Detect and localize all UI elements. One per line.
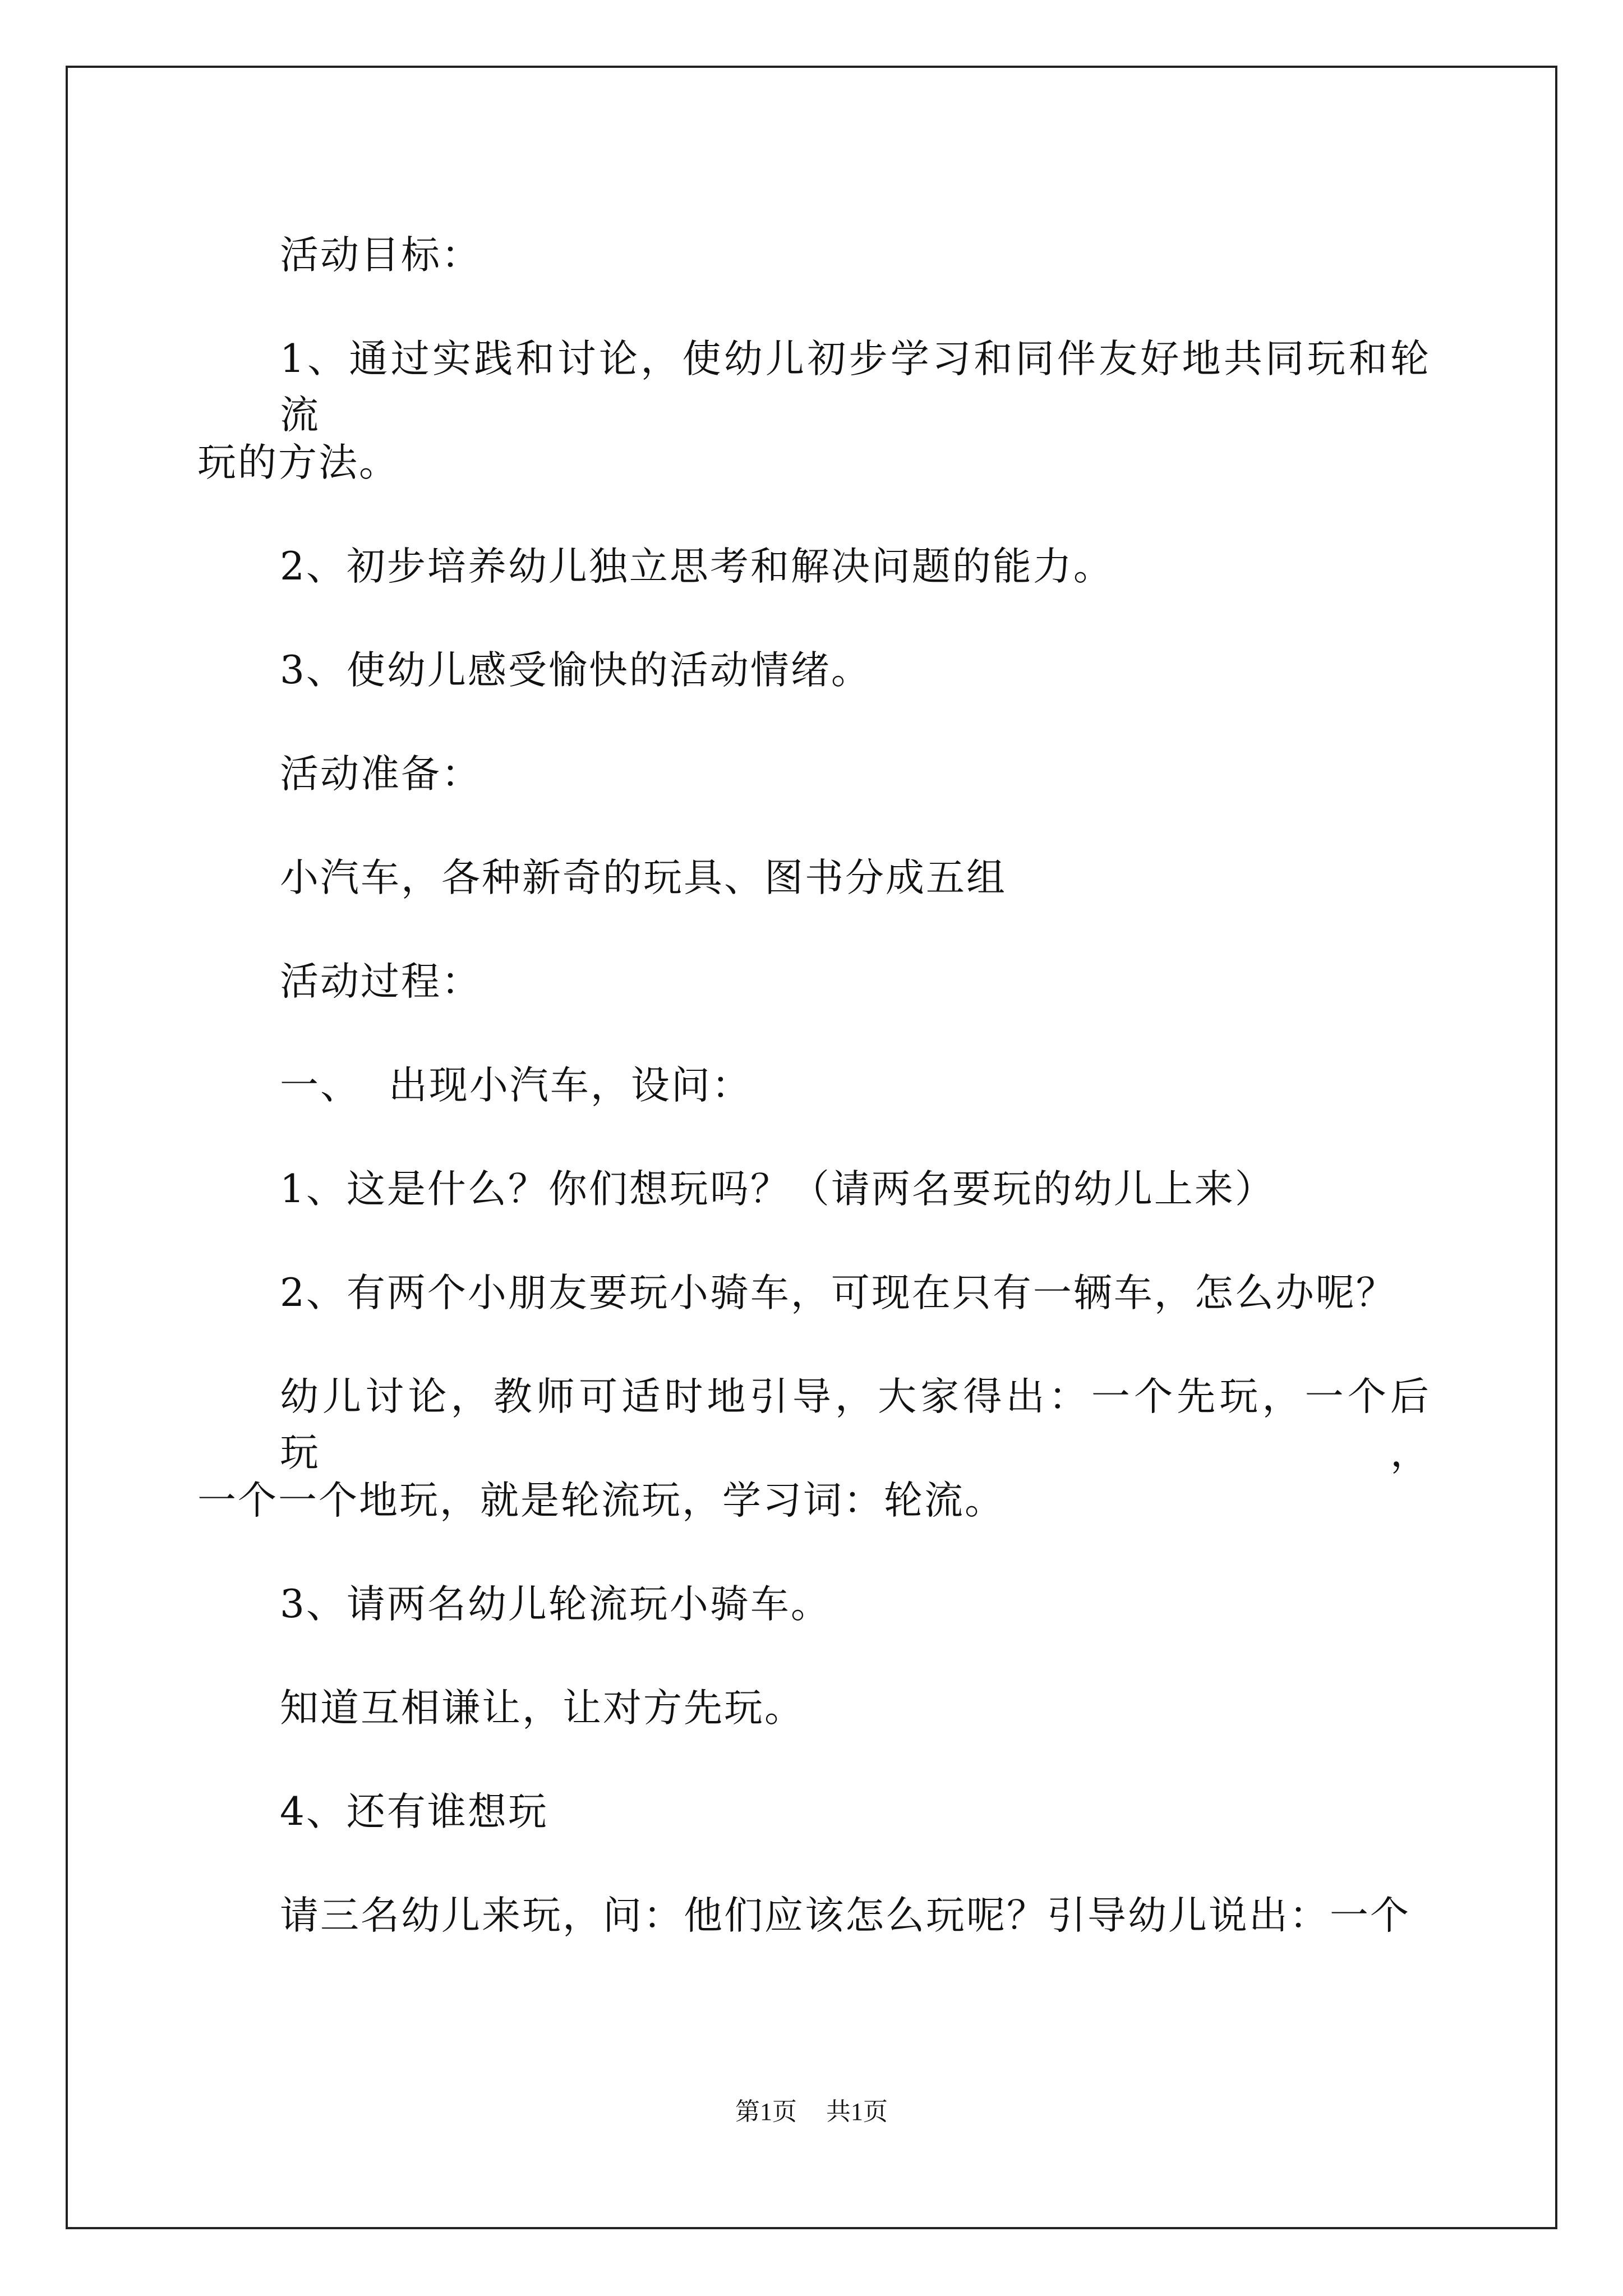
process-item-1: 1、这是什么？你们想玩吗？（请两名要玩的幼儿上来） <box>280 1167 1275 1212</box>
goal-3: 3、使幼儿感受愉快的活动情绪。 <box>280 648 872 693</box>
heading-activity-process: 活动过程： <box>280 959 482 1004</box>
total-pages-label: 共1页 <box>826 2098 888 2125</box>
page-footer <box>0 2095 1623 2129</box>
goal-1-line-2: 玩的方法。 <box>197 440 399 485</box>
goal-2: 2、初步培养幼儿独立思考和解决问题的能力。 <box>280 544 1114 589</box>
process-item-4: 4、还有谁想玩 <box>280 1789 548 1834</box>
page-number-label: 第1页 <box>735 2098 797 2125</box>
heading-activity-preparation: 活动准备： <box>280 752 482 797</box>
discussion-line-1: 幼儿讨论，教师可适时地引导，大家得出：一个先玩，一个后玩， <box>280 1374 1431 1475</box>
discussion-line-2: 一个一个地玩，就是轮流玩，学习词：轮流。 <box>197 1478 1005 1523</box>
process-item-3-note: 知道互相谦让，让对方先玩。 <box>280 1686 805 1731</box>
process-step-1-heading: 一、 出现小汽车，设问： <box>280 1063 752 1108</box>
goal-1-line-1: 1、通过实践和讨论，使幼儿初步学习和同伴友好地共同玩和轮流 <box>280 337 1431 438</box>
preparation-text: 小汽车，各种新奇的玩具、图书分成五组 <box>280 855 1007 900</box>
heading-activity-goals: 活动目标： <box>280 233 482 278</box>
process-item-3: 3、请两名幼儿轮流玩小骑车。 <box>280 1582 831 1627</box>
process-item-2: 2、有两个小朋友要玩小骑车，可现在只有一辆车，怎么办呢？ <box>280 1271 1396 1315</box>
process-item-4-text: 请三名幼儿来玩，问：他们应该怎么玩呢？引导幼儿说出：一个 <box>280 1893 1410 1938</box>
